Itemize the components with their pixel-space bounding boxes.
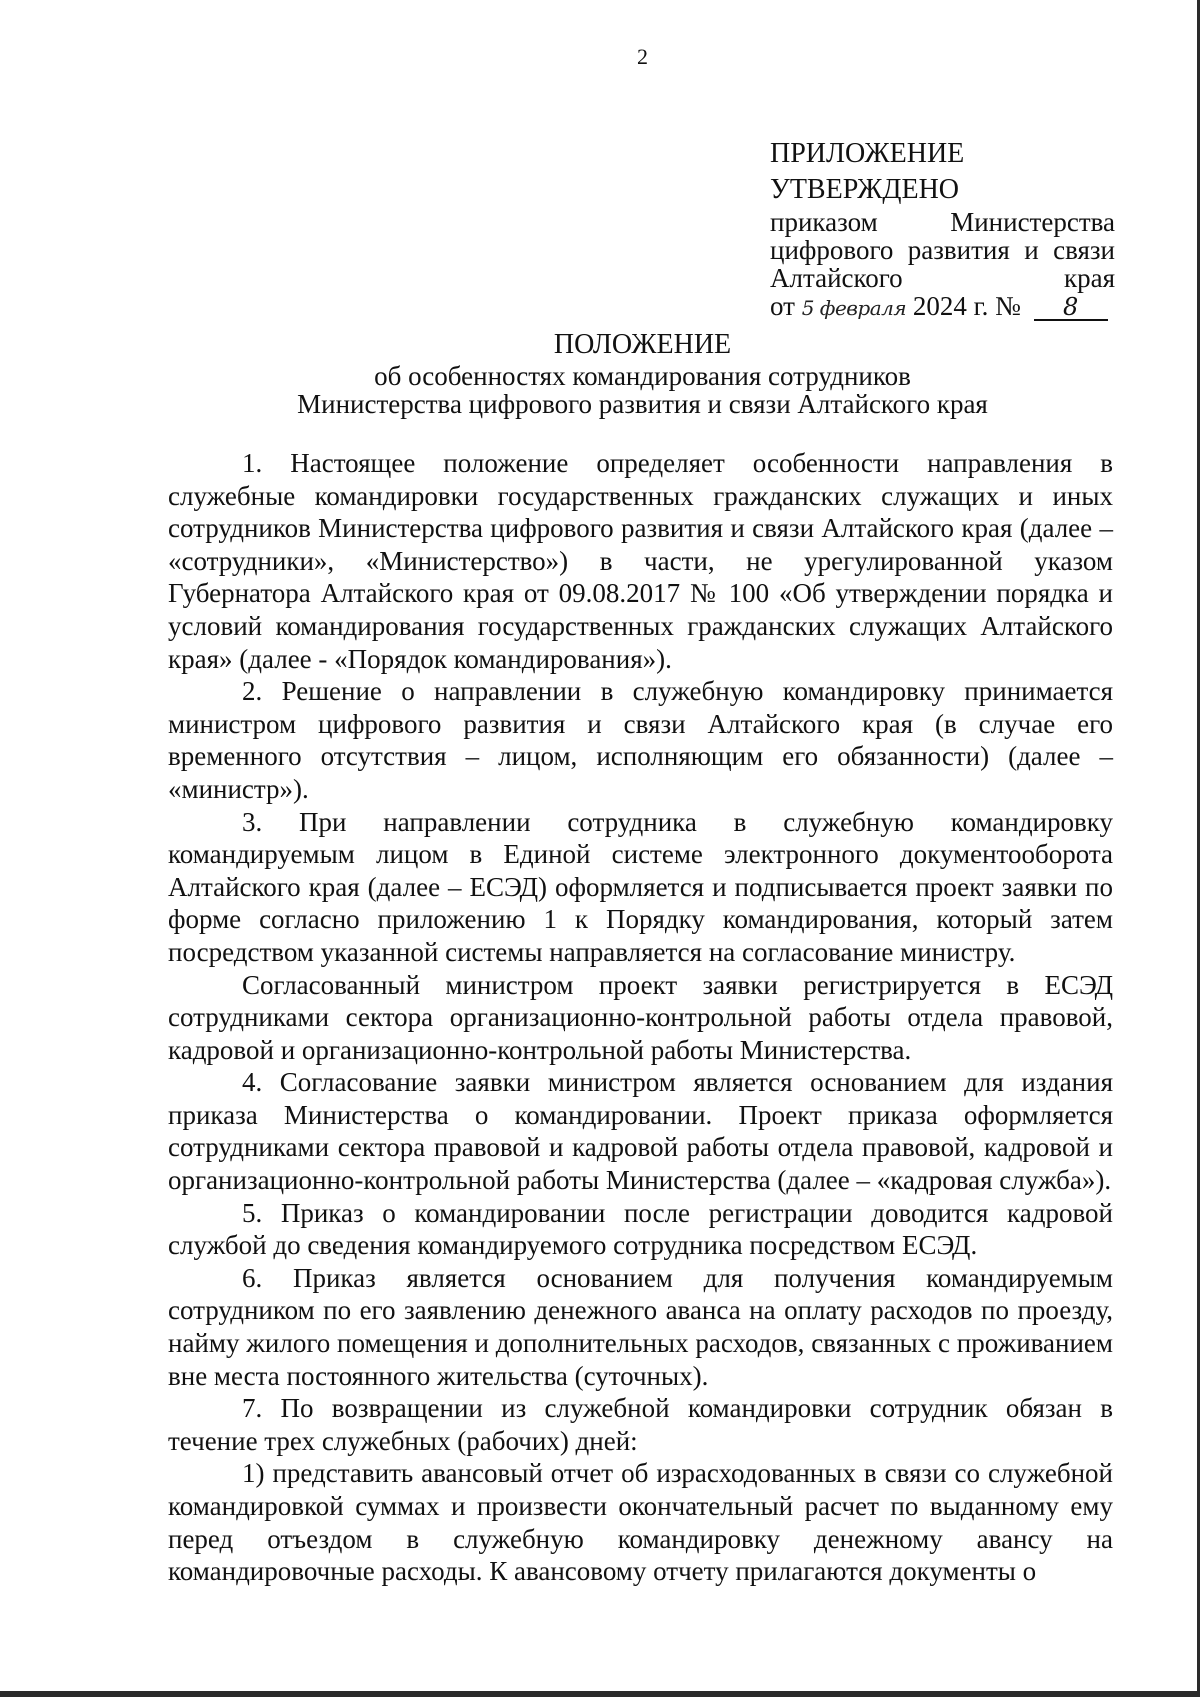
document-title-block — [170, 328, 1115, 418]
approval-stamp-block — [770, 136, 1115, 322]
paragraph-2: 2. Решение о направлении в служебную командировку принимается министром цифрового развития и связи Алтайского края (в случае его временного отсутствия – лицом, исполняющим его обязанности) (далее – «министр»). — [168, 676, 1113, 804]
paragraph-7: 7. По возвращении из служебной командировки сотрудник обязан в течение трех служебных (рабочих) дней: — [168, 1393, 1113, 1456]
approved-by-order-text: приказом Министерства цифрового развития и связи Алтайского края — [770, 207, 1115, 293]
order-date-line — [770, 292, 1115, 322]
paragraph-7-item-1: 1) представить авансовый отчет об израсходованных в связи со служебной командировкой суммах и произвести окончательный расчет по выданному ему перед отъездом в служебную командировку денежному авансу на командировочные расходы. К авансовому отчету прилагаются документы о — [168, 1458, 1113, 1587]
date-suffix: 2024 г. № — [912, 291, 1021, 321]
paragraph-4: 4. Согласование заявки министром является основанием для издания приказа Министерства о командировании. Проект приказа оформляется сотрудниками сектора правовой и кадровой работы отдела правовой, кадровой и организационно-контрольной работы Министерства (далее – «кадровая служба»). — [168, 1067, 1113, 1196]
paragraph-5: 5. Приказ о командировании после регистрации доводится кадровой службой до сведения командируемого сотрудника посредством ЕСЭД. — [168, 1197, 1113, 1261]
paragraph-3: 3. При направлении сотрудника в служебную командировку командируемым лицом в Единой системе электронного документооборота Алтайского края (далее – ЕСЭД) оформляется и подписывается проект заявки по форме согласно приложению 1 к Порядку командирования, который затем посредством указанной системы направляется на согласование министру. — [168, 806, 1113, 967]
document-subtitle-line-2: Министерства цифрового развития и связи Алтайского края — [297, 389, 988, 419]
handwritten-date: 5 февраля — [801, 296, 907, 320]
date-prefix: от — [770, 291, 795, 321]
document-body — [168, 447, 1113, 1588]
document-title: ПОЛОЖЕНИЕ — [553, 329, 732, 360]
page-number: 2 — [637, 44, 648, 69]
document-subtitle-line-1: об особенностях командирования сотрудников — [374, 361, 911, 391]
paragraph-6: 6. Приказ является основанием для получения командируемым сотрудником по его заявлению денежного аванса на оплату расходов по проезду, найму жилого помещения и дополнительных расходов, связанных с проживанием вне места постоянного жительства (суточных). — [168, 1262, 1113, 1391]
approved-label: УТВЕРЖДЕНО — [770, 174, 960, 205]
appendix-label: ПРИЛОЖЕНИЕ — [770, 138, 965, 169]
order-number: 8 — [1034, 295, 1108, 321]
paragraph-1: 1. Настоящее положение определяет особенности направления в служебные командировки государственных гражданских служащих и иных сотрудников Министерства цифрового развития и связи Алтайского края (далее – «сотрудники», «Министерство») в части, не урегулированной указом Губернатора Алтайского края от 09.08.2017 № 100 «Об утверждении порядка и условий командирования государственных гражданских служащих Алтайского края» (далее - «Порядок командирования»). — [168, 448, 1113, 674]
paragraph-3-continued: Согласованный министром проект заявки регистрируется в ЕСЭД сотрудниками сектора организационно-контрольной работы отдела правовой, кадровой и организационно-контрольной работы Министерства. — [168, 969, 1113, 1065]
